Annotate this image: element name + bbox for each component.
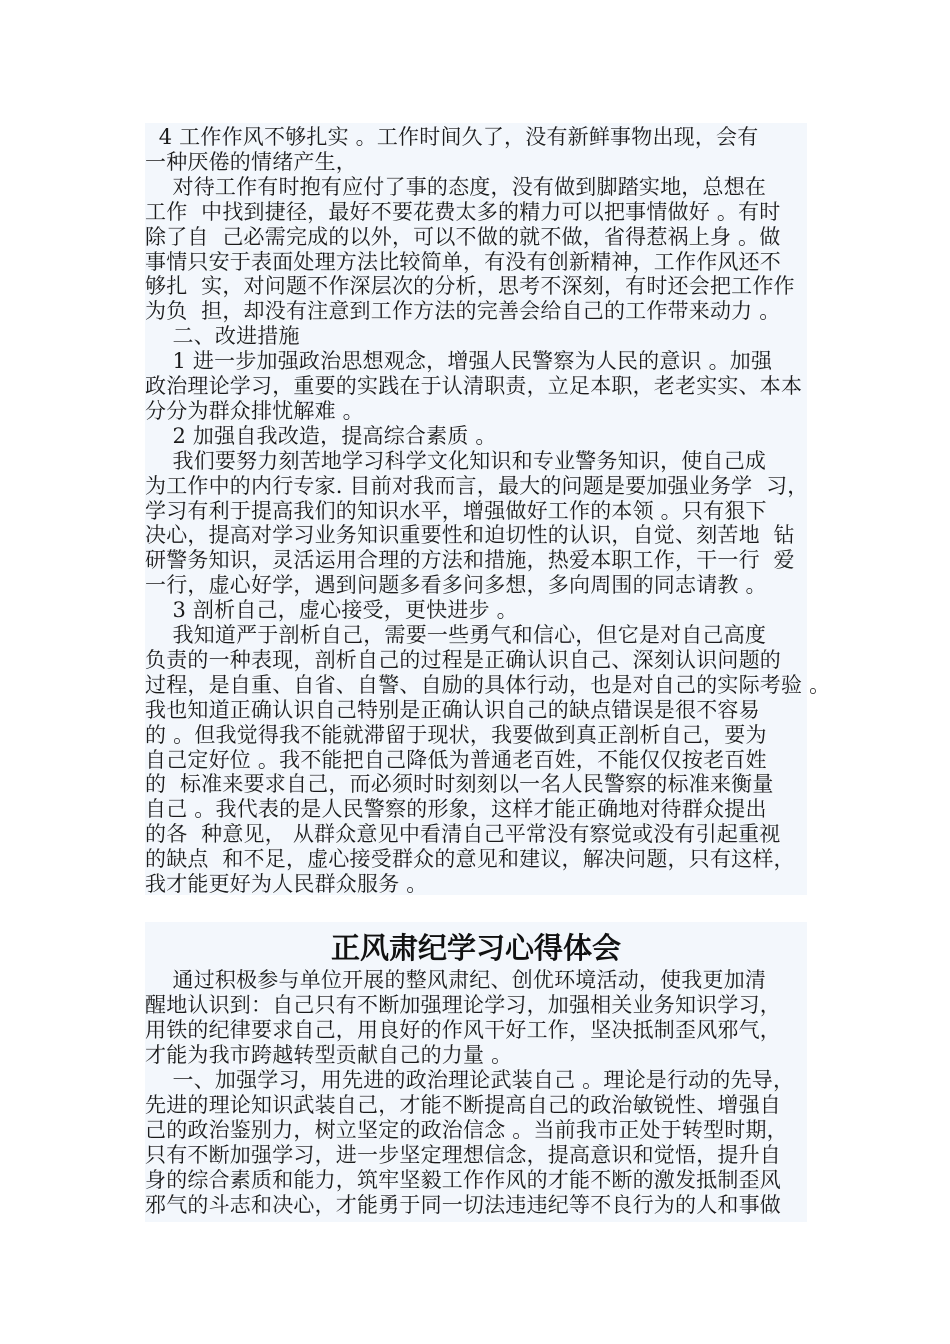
paragraph-line: 学习有利于提高我们的知识水平，增强做好工作的本领 。只有狠下: [145, 498, 767, 523]
paragraph-line: 我才能更好为人民群众服务 。: [145, 872, 428, 896]
paragraph-line: 先进的理论知识武装自己，才能不断提高自己的政治敏锐性、增强自: [145, 1093, 781, 1117]
paragraph-line: 我知道严于剖析自己，需要一些勇气和信心，但它是对自己高度: [145, 623, 767, 647]
paragraph-line: 一种厌倦的情绪产生，: [145, 149, 357, 174]
paragraph-line: 负责的一种表现，剖析自己的过程是正确认识自己、深刻认识问题的: [145, 647, 781, 672]
paragraph-line: 醒地认识到：自己只有不断加强理论学习，加强相关业务知识学习，: [145, 993, 781, 1017]
highlighted-text-block-top: [145, 123, 831, 896]
paragraph-line: 一行，虚心好学，遇到问题多看多问多想，多向周围的同志请教 。: [145, 573, 767, 598]
paragraph-line: 3 剖析自己，虚心接受，更快进步 。: [145, 598, 518, 623]
paragraph-line: 只有不断加强学习，进一步坚定理想信念，提高意识和觉悟，提升自: [145, 1143, 781, 1167]
section-title: 正风肃纪学习心得体会: [330, 931, 621, 965]
paragraph-line: 我也知道正确认识自己特别是正确认识自己的缺点错误是很不容易: [145, 697, 760, 722]
paragraph-line: 邪气的斗志和决心，才能勇于同一切法违违纪等不良行为的人和事做: [145, 1193, 781, 1217]
paragraph-line: 用铁的纪律要求自己，用良好的作风干好工作，坚决抵制歪风邪气，: [145, 1018, 781, 1042]
paragraph-line: 2 加强自我改造，提高综合素质 。: [145, 423, 497, 448]
paragraph-line: 为负 担，却没有注意到工作方法的完善会给自己的工作带来动力 。: [145, 299, 781, 324]
paragraph-line: 一、加强学习，用先进的政治理论武装自己 。理论是行动的先导，: [145, 1068, 795, 1092]
paragraph-line: 自己 。我代表的是人民警察的形象，这样才能正确地对待群众提出: [145, 797, 767, 822]
paragraph-line: 自己定好位 。我不能把自己降低为普通老百姓，不能仅仅按老百姓: [145, 747, 767, 772]
paragraph-line: 对待工作有时抱有应付了事的态度，没有做到脚踏实地，总想在: [145, 174, 767, 199]
paragraph-line: 1 进一步加强政治思想观念，增强人民警察为人民的意识 。加强: [145, 349, 773, 374]
paragraph-line: 的各 种意见， 从群众意见中看清自己平常没有察觉或没有引起重视: [145, 822, 781, 847]
paragraph-line: 过程，是自重、自省、自警、自励的具体行动，也是对自己的实际考验 。: [145, 672, 831, 697]
paragraph-line: 够扎 实，对问题不作深层次的分析，思考不深刻，有时还会把工作作: [145, 274, 795, 299]
paragraph-line: 身的综合素质和能力，筑牢坚毅工作作风的才能不断的激发抵制歪风: [145, 1168, 781, 1192]
highlighted-text-block-bottom: [145, 922, 807, 1222]
paragraph-line: 政治理论学习，重要的实践在于认清职责，立足本职，老老实实、本本: [145, 374, 803, 398]
paragraph-line: 4 工作作风不够扎实 。工作时间久了，没有新鲜事物出现，会有: [145, 125, 759, 149]
paragraph-line: 的 。但我觉得我不能就滞留于现状，我要做到真正剖析自己，要为: [145, 722, 767, 747]
paragraph-line: 二、改进措施: [145, 324, 300, 349]
paragraph-line: 工作 中找到捷径，最好不要花费太多的精力可以把事情做好 。有时: [145, 199, 781, 224]
paragraph-line: 除了自 己必需完成的以外，可以不做的就不做，省得惹祸上身 。做: [145, 224, 781, 249]
paragraph-line: 分分为群众排忧解难 。: [145, 398, 364, 423]
paragraph-line: 通过积极参与单位开展的整风肃纪、创优环境活动，使我更加清: [145, 968, 767, 992]
paragraph-line: 己的政治鉴别力，树立坚定的政治信念 。当前我市正处于转型时期，: [145, 1118, 788, 1142]
paragraph-line: 为工作中的内行专家. 目前对我而言，最大的问题是要加强业务学 习，: [145, 473, 809, 498]
paragraph-line: 的 标准来要求自己，而必须时时刻刻以一名人民警察的标准来衡量: [145, 772, 774, 797]
paragraph-line: 才能为我市跨越转型贡献自己的力量 。: [145, 1043, 513, 1067]
paragraph-line: 我们要努力刻苦地学习科学文化知识和专业警务知识，使自己成: [145, 448, 767, 473]
paragraph-line: 的缺点 和不足，虚心接受群众的意见和建议，解决问题，只有这样，: [145, 847, 795, 872]
paragraph-line: 决心，提高对学习业务知识重要性和迫切性的认识，自觉、刻苦地 钻: [145, 523, 795, 548]
paragraph-line: 研警务知识，灵活运用合理的方法和措施，热爱本职工作，干一行 爱: [145, 548, 795, 573]
paragraph-line: 事情只安于表面处理方法比较简单，有没有创新精神，工作作风还不: [145, 249, 781, 274]
